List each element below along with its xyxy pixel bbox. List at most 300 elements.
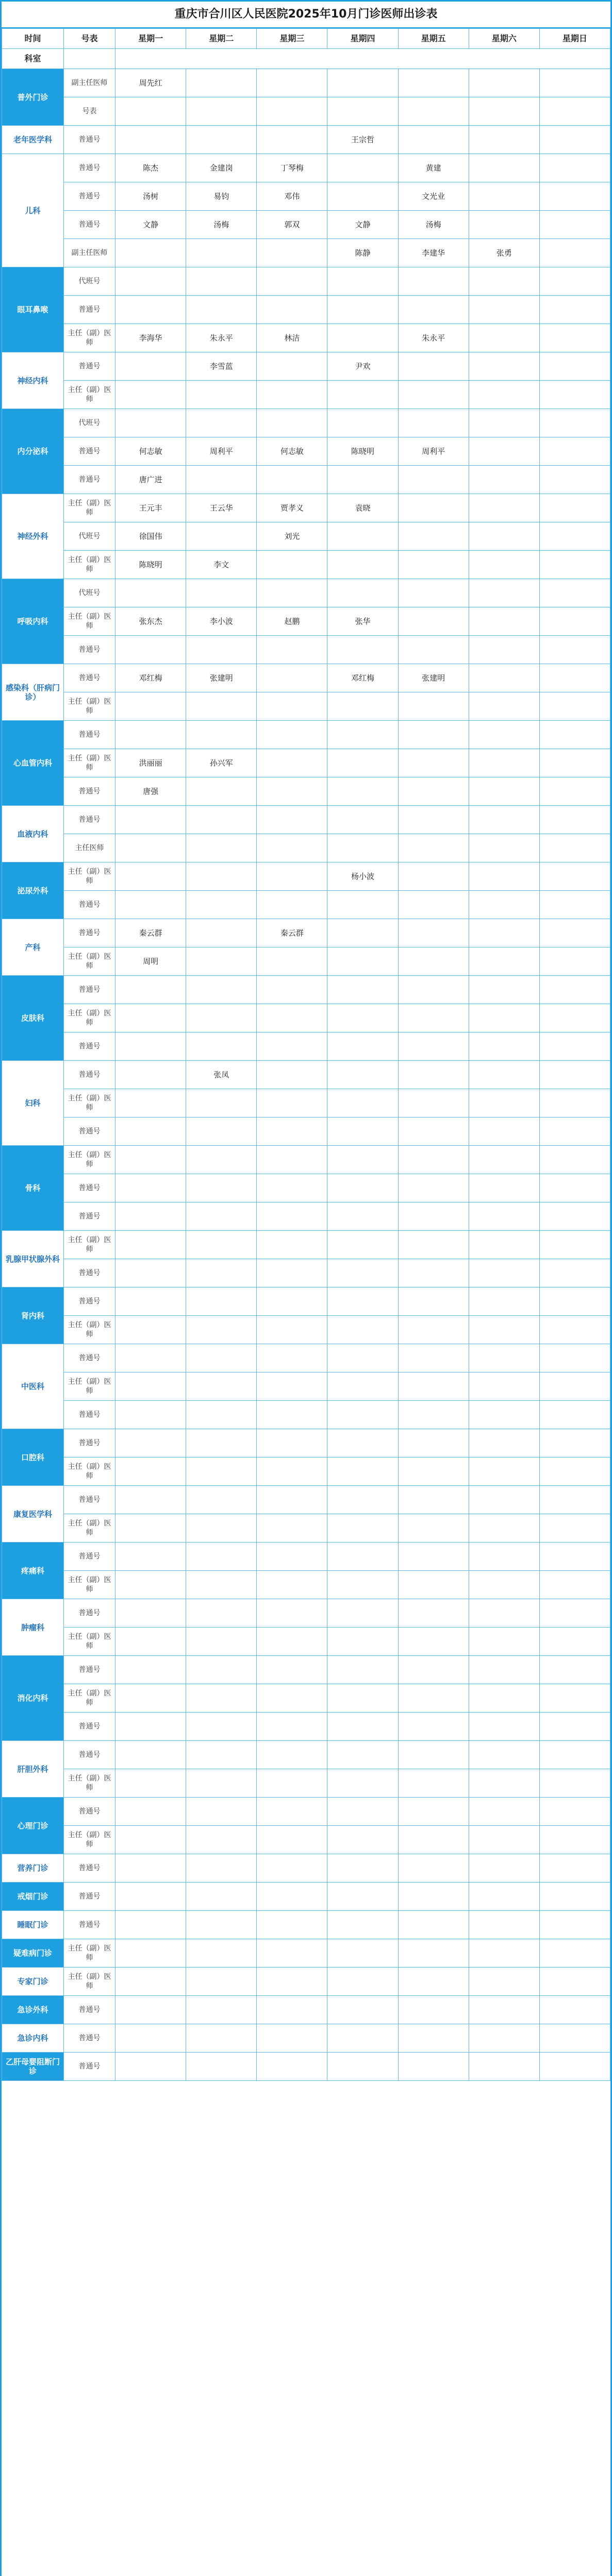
- doctor-cell: 文光业: [398, 182, 469, 211]
- doctor-cell: 何志敏: [257, 437, 327, 466]
- doctor-cell: [186, 1571, 257, 1599]
- doctor-cell: [186, 466, 257, 494]
- doctor-tier: 普通号: [64, 664, 115, 692]
- doctor-tier: 普通号: [64, 1486, 115, 1514]
- doctor-tier: 代班号: [64, 579, 115, 607]
- doctor-cell: [327, 1372, 398, 1401]
- doctor-cell: [327, 1061, 398, 1089]
- schedule-row: [2, 607, 610, 636]
- doctor-cell: [539, 1798, 610, 1826]
- doctor-cell: [539, 1061, 610, 1089]
- doctor-tier: 普通号: [64, 211, 115, 239]
- doctor-cell: [327, 692, 398, 721]
- header-day-sun: 星期日: [539, 29, 610, 49]
- doctor-cell: [469, 1571, 539, 1599]
- doctor-cell: [469, 1628, 539, 1656]
- doctor-cell: [186, 381, 257, 409]
- doctor-cell: [327, 1231, 398, 1259]
- doctor-cell: [469, 1599, 539, 1628]
- schedule-row: [2, 1486, 610, 1514]
- doctor-cell: [469, 947, 539, 976]
- doctor-cell: [257, 1968, 327, 1996]
- doctor-cell: [398, 551, 469, 579]
- schedule-row: [2, 97, 610, 126]
- doctor-cell: [539, 1259, 610, 1287]
- doctor-cell: [186, 834, 257, 862]
- doctor-tier: 普通号: [64, 1656, 115, 1684]
- schedule-row: [2, 1968, 610, 1996]
- doctor-tier: 主任（副）医师: [64, 692, 115, 721]
- doctor-cell: 陈晓明: [115, 551, 186, 579]
- doctor-tier: 主任（副）医师: [64, 1769, 115, 1798]
- doctor-cell: [398, 2024, 469, 2053]
- schedule-row: [2, 721, 610, 749]
- doctor-tier: 普通号: [64, 1061, 115, 1089]
- doctor-cell: [327, 182, 398, 211]
- doctor-cell: [469, 1939, 539, 1968]
- doctor-cell: [257, 1259, 327, 1287]
- doctor-tier: 普通号: [64, 1117, 115, 1146]
- doctor-tier: 主任（副）医师: [64, 551, 115, 579]
- department-name: 眼耳鼻喉: [2, 267, 64, 352]
- doctor-cell: 李雪蓝: [186, 352, 257, 381]
- doctor-cell: [398, 1458, 469, 1486]
- doctor-cell: [469, 551, 539, 579]
- schedule-row: [2, 1458, 610, 1486]
- doctor-cell: [115, 1911, 186, 1939]
- doctor-cell: [539, 1514, 610, 1543]
- department-name: 感染科（肝病门诊）: [2, 664, 64, 721]
- doctor-cell: 王云华: [186, 494, 257, 522]
- doctor-cell: [469, 1316, 539, 1344]
- doctor-cell: [398, 777, 469, 806]
- doctor-cell: [327, 1769, 398, 1798]
- doctor-cell: [257, 1769, 327, 1798]
- doctor-tier: 主任（副）医师: [64, 324, 115, 352]
- department-name: 中医科: [2, 1344, 64, 1429]
- header-day-wed: 星期三: [257, 29, 327, 49]
- schedule-body: [2, 69, 610, 2081]
- doctor-cell: [469, 1401, 539, 1429]
- doctor-cell: [469, 834, 539, 862]
- doctor-cell: [539, 324, 610, 352]
- doctor-cell: [539, 1939, 610, 1968]
- doctor-cell: [257, 2024, 327, 2053]
- doctor-cell: [539, 1543, 610, 1571]
- doctor-cell: [539, 891, 610, 919]
- doctor-cell: [257, 267, 327, 296]
- doctor-cell: [469, 466, 539, 494]
- department-name: 疼痛科: [2, 1543, 64, 1599]
- schedule-row: [2, 834, 610, 862]
- header-day-sat: 星期六: [469, 29, 539, 49]
- doctor-cell: 邓红梅: [327, 664, 398, 692]
- doctor-cell: [186, 1854, 257, 1883]
- doctor-cell: [327, 1089, 398, 1117]
- doctor-cell: [115, 126, 186, 154]
- schedule-row: [2, 126, 610, 154]
- doctor-cell: [327, 1968, 398, 1996]
- doctor-cell: [186, 1372, 257, 1401]
- doctor-cell: [539, 409, 610, 437]
- doctor-cell: [539, 947, 610, 976]
- doctor-cell: [257, 1202, 327, 1231]
- doctor-cell: [398, 1032, 469, 1061]
- doctor-cell: [327, 1883, 398, 1911]
- doctor-cell: [115, 2053, 186, 2081]
- doctor-cell: [539, 1486, 610, 1514]
- doctor-cell: [327, 1798, 398, 1826]
- doctor-cell: [398, 1968, 469, 1996]
- department-name: 心血管内科: [2, 721, 64, 806]
- doctor-cell: [469, 1146, 539, 1174]
- department-name: 血液内科: [2, 806, 64, 862]
- doctor-cell: [327, 976, 398, 1004]
- doctor-cell: [398, 1004, 469, 1032]
- doctor-tier: 普通号: [64, 777, 115, 806]
- doctor-cell: 秦云群: [115, 919, 186, 947]
- doctor-cell: [539, 664, 610, 692]
- doctor-cell: [539, 1599, 610, 1628]
- doctor-cell: [115, 579, 186, 607]
- doctor-cell: [539, 1231, 610, 1259]
- doctor-cell: [539, 692, 610, 721]
- doctor-tier: 主任（副）医师: [64, 1231, 115, 1259]
- doctor-cell: [469, 862, 539, 891]
- doctor-cell: [398, 1202, 469, 1231]
- doctor-cell: [539, 1117, 610, 1146]
- doctor-cell: 黄建: [398, 154, 469, 182]
- doctor-cell: [539, 1089, 610, 1117]
- doctor-cell: [115, 1543, 186, 1571]
- doctor-cell: [539, 749, 610, 777]
- doctor-tier: 主任（副）医师: [64, 1004, 115, 1032]
- header-day-fri: 星期五: [398, 29, 469, 49]
- doctor-cell: [398, 607, 469, 636]
- doctor-cell: [186, 1287, 257, 1316]
- doctor-cell: [469, 1287, 539, 1316]
- doctor-cell: [398, 891, 469, 919]
- schedule-row: [2, 551, 610, 579]
- doctor-cell: [539, 1146, 610, 1174]
- doctor-cell: [186, 1656, 257, 1684]
- doctor-cell: [257, 239, 327, 267]
- doctor-cell: [469, 1231, 539, 1259]
- doctor-cell: 唐广进: [115, 466, 186, 494]
- doctor-cell: [115, 1656, 186, 1684]
- doctor-cell: [398, 466, 469, 494]
- doctor-cell: [257, 862, 327, 891]
- doctor-cell: [327, 1429, 398, 1458]
- doctor-cell: [398, 381, 469, 409]
- doctor-cell: 刘光: [257, 522, 327, 551]
- schedule-row: [2, 466, 610, 494]
- doctor-cell: 周利平: [398, 437, 469, 466]
- doctor-cell: 汤梅: [398, 211, 469, 239]
- doctor-cell: [469, 1684, 539, 1713]
- doctor-cell: [257, 636, 327, 664]
- doctor-cell: [186, 1089, 257, 1117]
- department-name: 乙肝母婴阻断门诊: [2, 2053, 64, 2081]
- doctor-cell: [539, 1344, 610, 1372]
- schedule-row: [2, 1854, 610, 1883]
- doctor-cell: [469, 494, 539, 522]
- schedule-row: [2, 211, 610, 239]
- doctor-cell: [327, 1741, 398, 1769]
- doctor-tier: 普通号: [64, 296, 115, 324]
- doctor-cell: [257, 1599, 327, 1628]
- doctor-cell: [398, 692, 469, 721]
- doctor-cell: [398, 834, 469, 862]
- doctor-cell: [327, 1656, 398, 1684]
- doctor-cell: [398, 97, 469, 126]
- doctor-cell: [327, 1996, 398, 2024]
- doctor-cell: 易钧: [186, 182, 257, 211]
- doctor-cell: [327, 749, 398, 777]
- doctor-cell: 陈晓明: [327, 437, 398, 466]
- department-name: 肝胆外科: [2, 1741, 64, 1798]
- doctor-cell: [469, 267, 539, 296]
- doctor-cell: [539, 1769, 610, 1798]
- doctor-cell: [327, 1259, 398, 1287]
- doctor-cell: [469, 182, 539, 211]
- doctor-cell: [539, 1571, 610, 1599]
- doctor-cell: [257, 551, 327, 579]
- doctor-cell: 丁琴梅: [257, 154, 327, 182]
- doctor-cell: [539, 1287, 610, 1316]
- doctor-cell: [186, 1883, 257, 1911]
- doctor-tier: 普通号: [64, 1854, 115, 1883]
- doctor-cell: [257, 466, 327, 494]
- doctor-cell: [257, 777, 327, 806]
- doctor-tier: 主任（副）医师: [64, 607, 115, 636]
- schedule-row: [2, 352, 610, 381]
- doctor-cell: [186, 1996, 257, 2024]
- doctor-cell: 杨小波: [327, 862, 398, 891]
- doctor-cell: [398, 1316, 469, 1344]
- doctor-cell: [257, 1344, 327, 1372]
- doctor-cell: [539, 1174, 610, 1202]
- doctor-tier: 主任（副）医师: [64, 1089, 115, 1117]
- doctor-cell: 何志敏: [115, 437, 186, 466]
- doctor-cell: [115, 692, 186, 721]
- doctor-cell: 贾孝义: [257, 494, 327, 522]
- doctor-tier: 普通号: [64, 1883, 115, 1911]
- doctor-tier: 普通号: [64, 1543, 115, 1571]
- doctor-cell: [115, 1117, 186, 1146]
- schedule-row: [2, 1117, 610, 1146]
- doctor-cell: [398, 1939, 469, 1968]
- doctor-tier: 普通号: [64, 1911, 115, 1939]
- doctor-cell: [539, 551, 610, 579]
- doctor-cell: [186, 239, 257, 267]
- doctor-tier: 号表: [64, 97, 115, 126]
- doctor-cell: [186, 1769, 257, 1798]
- doctor-cell: [327, 1684, 398, 1713]
- doctor-cell: 王宗哲: [327, 126, 398, 154]
- doctor-cell: [539, 352, 610, 381]
- doctor-cell: [539, 721, 610, 749]
- doctor-cell: 李小波: [186, 607, 257, 636]
- schedule-row: [2, 1543, 610, 1571]
- doctor-cell: [398, 1486, 469, 1514]
- doctor-cell: [327, 522, 398, 551]
- schedule-header: [2, 29, 610, 69]
- doctor-cell: [257, 1117, 327, 1146]
- doctor-cell: [257, 1089, 327, 1117]
- doctor-cell: [539, 976, 610, 1004]
- doctor-cell: [257, 1996, 327, 2024]
- doctor-cell: [398, 1117, 469, 1146]
- doctor-cell: [398, 976, 469, 1004]
- doctor-cell: [186, 721, 257, 749]
- doctor-cell: [469, 891, 539, 919]
- header-day-mon: 星期一: [115, 29, 186, 49]
- doctor-tier: 主任（副）医师: [64, 1146, 115, 1174]
- doctor-cell: [539, 1401, 610, 1429]
- doctor-cell: [115, 1713, 186, 1741]
- doctor-cell: [469, 1486, 539, 1514]
- doctor-cell: [115, 1089, 186, 1117]
- doctor-cell: [539, 806, 610, 834]
- doctor-cell: 李建华: [398, 239, 469, 267]
- header-day-thu: 星期四: [327, 29, 398, 49]
- doctor-cell: [115, 1146, 186, 1174]
- department-name: 康复医学科: [2, 1486, 64, 1543]
- department-name: 普外门诊: [2, 69, 64, 126]
- doctor-cell: [327, 1117, 398, 1146]
- schedule-row: [2, 2053, 610, 2081]
- doctor-cell: [115, 409, 186, 437]
- doctor-cell: [186, 636, 257, 664]
- doctor-tier: 普通号: [64, 154, 115, 182]
- doctor-cell: [398, 1174, 469, 1202]
- doctor-cell: [115, 1854, 186, 1883]
- doctor-cell: [398, 1543, 469, 1571]
- schedule-row: [2, 1259, 610, 1287]
- doctor-cell: [469, 352, 539, 381]
- schedule-row: [2, 579, 610, 607]
- doctor-cell: [327, 1344, 398, 1372]
- doctor-cell: 李海华: [115, 324, 186, 352]
- doctor-cell: [257, 352, 327, 381]
- doctor-tier: 普通号: [64, 636, 115, 664]
- doctor-cell: [186, 267, 257, 296]
- doctor-cell: [469, 1996, 539, 2024]
- doctor-cell: [539, 1854, 610, 1883]
- doctor-cell: [186, 777, 257, 806]
- doctor-cell: [115, 1826, 186, 1854]
- doctor-cell: [469, 579, 539, 607]
- doctor-cell: [257, 97, 327, 126]
- doctor-cell: [115, 1372, 186, 1401]
- doctor-cell: [257, 1854, 327, 1883]
- doctor-cell: [327, 1401, 398, 1429]
- doctor-tier: 代班号: [64, 522, 115, 551]
- department-name: 骨科: [2, 1146, 64, 1231]
- doctor-cell: [327, 919, 398, 947]
- doctor-cell: 孙兴军: [186, 749, 257, 777]
- doctor-cell: [539, 267, 610, 296]
- doctor-cell: [327, 891, 398, 919]
- doctor-tier: 普通号: [64, 2053, 115, 2081]
- doctor-cell: [469, 1741, 539, 1769]
- doctor-cell: [469, 1372, 539, 1401]
- doctor-cell: [327, 1543, 398, 1571]
- doctor-cell: [257, 2053, 327, 2081]
- doctor-cell: 张东杰: [115, 607, 186, 636]
- schedule-row: [2, 154, 610, 182]
- doctor-cell: [186, 1543, 257, 1571]
- doctor-cell: [539, 1004, 610, 1032]
- doctor-cell: [469, 806, 539, 834]
- doctor-cell: [398, 352, 469, 381]
- doctor-cell: 金建岗: [186, 154, 257, 182]
- doctor-cell: [398, 947, 469, 976]
- doctor-cell: [186, 1798, 257, 1826]
- doctor-cell: [469, 296, 539, 324]
- doctor-tier: 代班号: [64, 409, 115, 437]
- doctor-cell: [539, 1429, 610, 1458]
- schedule-row: [2, 296, 610, 324]
- doctor-cell: [115, 806, 186, 834]
- schedule-row: [2, 1826, 610, 1854]
- schedule-row: [2, 2024, 610, 2053]
- doctor-cell: [186, 1684, 257, 1713]
- doctor-cell: [257, 1939, 327, 1968]
- doctor-tier: 普通号: [64, 1429, 115, 1458]
- doctor-cell: [398, 749, 469, 777]
- doctor-cell: [257, 1174, 327, 1202]
- doctor-cell: [257, 381, 327, 409]
- doctor-cell: [115, 1741, 186, 1769]
- doctor-tier: 主任（副）医师: [64, 1458, 115, 1486]
- doctor-cell: [539, 1316, 610, 1344]
- doctor-cell: [257, 579, 327, 607]
- doctor-cell: [469, 1429, 539, 1458]
- doctor-cell: [398, 126, 469, 154]
- doctor-cell: [257, 891, 327, 919]
- doctor-cell: [469, 664, 539, 692]
- doctor-tier: 普通号: [64, 182, 115, 211]
- doctor-cell: [398, 1401, 469, 1429]
- doctor-cell: [327, 551, 398, 579]
- doctor-cell: [327, 1146, 398, 1174]
- doctor-tier: 普通号: [64, 1996, 115, 2024]
- doctor-cell: [469, 1769, 539, 1798]
- doctor-cell: [257, 1656, 327, 1684]
- schedule-table: [2, 28, 610, 2081]
- doctor-cell: [186, 806, 257, 834]
- doctor-tier: 主任（副）医师: [64, 947, 115, 976]
- doctor-cell: [327, 1174, 398, 1202]
- doctor-cell: [469, 409, 539, 437]
- doctor-cell: [398, 1741, 469, 1769]
- doctor-cell: [115, 1769, 186, 1798]
- doctor-cell: [186, 1939, 257, 1968]
- department-name: 妇科: [2, 1061, 64, 1146]
- doctor-cell: [539, 1968, 610, 1996]
- doctor-cell: [186, 976, 257, 1004]
- doctor-tier: 主任（副）医师: [64, 1514, 115, 1543]
- doctor-cell: [398, 919, 469, 947]
- doctor-cell: [327, 1713, 398, 1741]
- doctor-cell: [469, 1344, 539, 1372]
- doctor-cell: 李文: [186, 551, 257, 579]
- doctor-cell: [469, 1202, 539, 1231]
- doctor-cell: 林洁: [257, 324, 327, 352]
- schedule-row: [2, 1571, 610, 1599]
